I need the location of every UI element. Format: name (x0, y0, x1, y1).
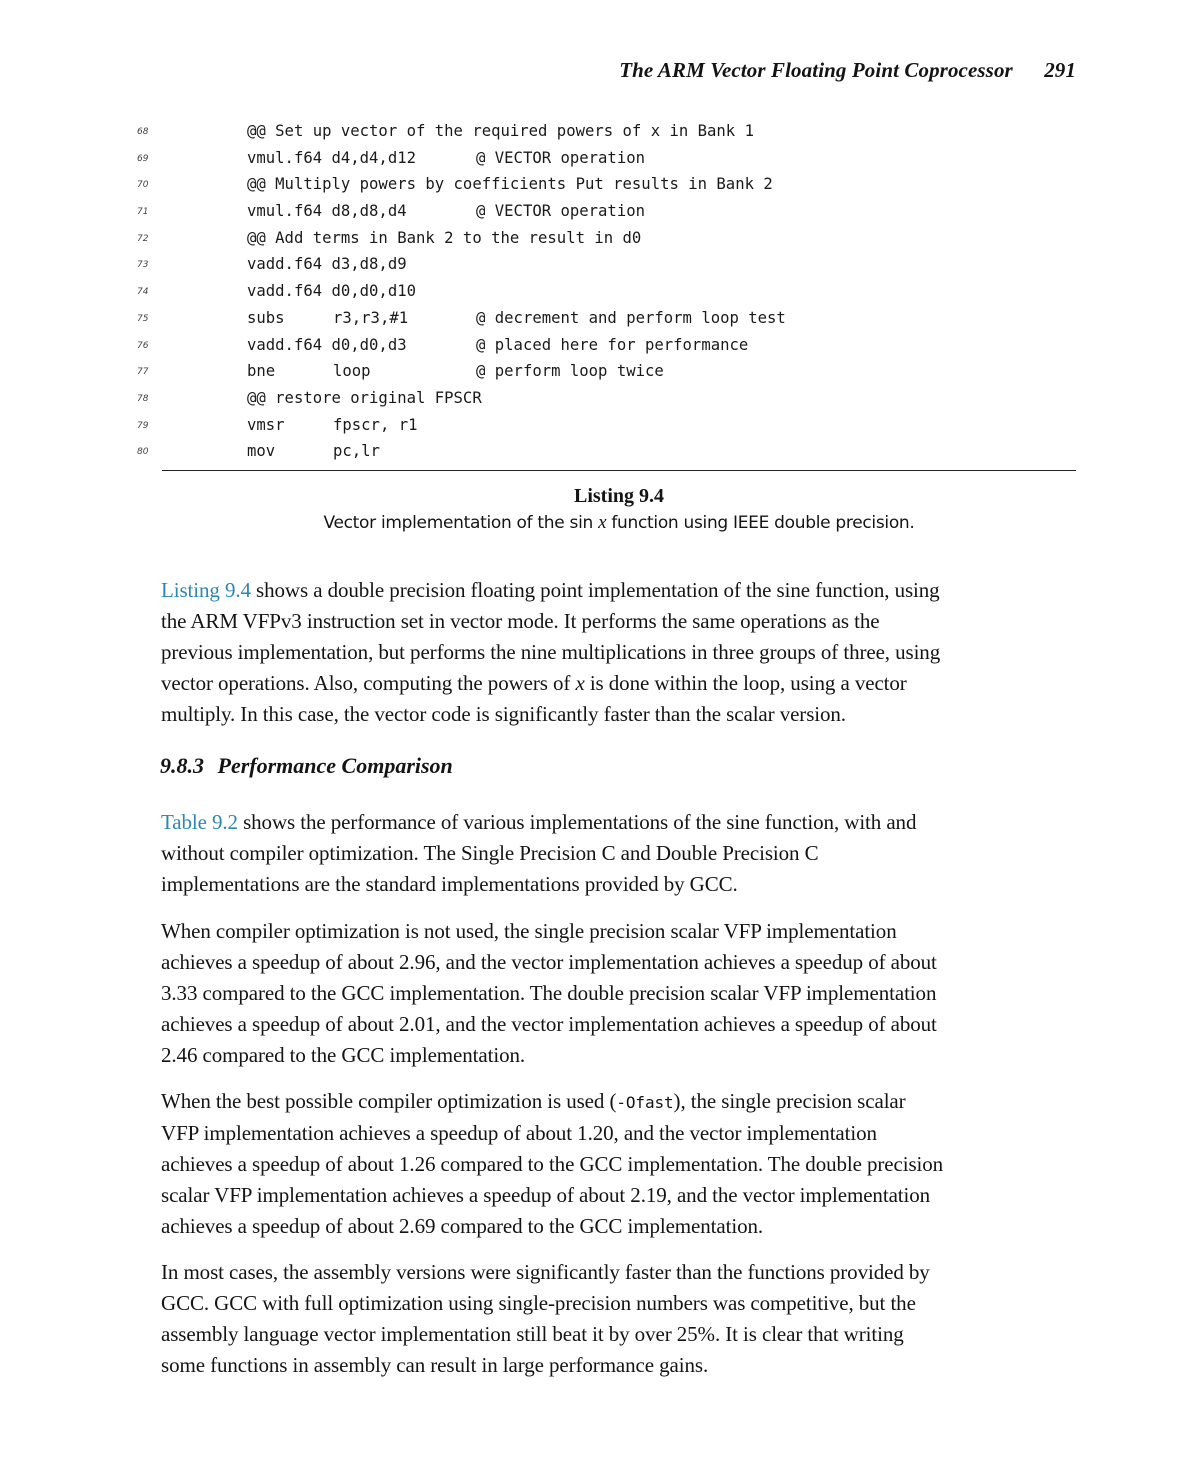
code-comment: @ placed here for performance (476, 335, 749, 354)
line-number: 70 (137, 180, 149, 191)
code-text: vmul.f64 d4,d4,d12 (247, 148, 416, 167)
line-number: 80 (137, 447, 149, 458)
code-line (0, 225, 1200, 252)
running-head (619, 58, 1076, 83)
paragraph-no-optimization: When compiler optimization is not used, the single precision scalar VFP implementation achieves a speedup of about 2.96, and the vector implementation achieves a speedup of about 3.33 compared to the GCC implementation. The double precision scalar VFP implementation achieves a speedup of about 2.01, and the vector implementation achieves a speedup of about 2.46 compared to the GCC implementation. (161, 919, 937, 1067)
section-number: 9.8.3 (160, 753, 204, 778)
inline-variable: x (575, 671, 585, 695)
code-line (0, 251, 1200, 278)
code-line (0, 412, 1200, 439)
code-line (0, 118, 1200, 145)
code-operands: pc,lr (333, 442, 380, 461)
paragraph-listing-description: Listing 9.4 shows a double precision floating point implementation of the sine function, using the ARM VFPv3 instruction set in vector mode. It performs the same operations as the previous implementation, but performs the nine multiplications in three groups of three, using vector operations. Also, computing the powers of x is done within the loop, using a vector multiply. In this case, the vector code is significantly faster than the scalar version. (161, 578, 941, 726)
code-comment: @ decrement and perform loop test (476, 308, 786, 327)
code-comment: @ VECTOR operation (476, 202, 645, 221)
line-number: 71 (137, 207, 149, 218)
code-text: vadd.f64 d3,d8,d9 (247, 255, 407, 274)
code-text: mov (247, 442, 276, 461)
line-number: 78 (137, 393, 149, 404)
code-line (0, 145, 1200, 172)
listing-link[interactable]: Listing 9.4 (161, 578, 251, 602)
code-operands: loop (333, 362, 371, 381)
paragraph-table-intro: Table 9.2 shows the performance of various implementations of the sine function, with and without compiler optimization. The Single Precision C and Double Precision C implementations are the standard implementations provided by GCC. (161, 810, 917, 896)
line-number: 68 (137, 127, 149, 137)
code-operands: fpscr, r1 (333, 415, 418, 434)
code-text: vadd.f64 d0,d0,d3 (247, 335, 407, 354)
listing-caption: Vector implementation of the sin x function using IEEE double precision. (323, 512, 915, 533)
code-text: vmul.f64 d8,d8,d4 (247, 202, 407, 221)
code-operands: r3,r3,#1 (333, 308, 409, 327)
code-line (0, 358, 1200, 385)
listing-caption-label: Listing 9.4 (573, 485, 665, 507)
line-number: 74 (137, 287, 149, 298)
code-text: vmsr (247, 415, 285, 434)
code-text: @@ Add terms in Bank 2 to the result in d0 (247, 228, 642, 247)
section-heading (160, 753, 453, 779)
inline-code: -Ofast (616, 1093, 674, 1112)
listing-rule (162, 470, 1076, 471)
code-comment: @ VECTOR operation (476, 148, 645, 167)
code-line (0, 305, 1200, 332)
line-number: 76 (137, 340, 149, 351)
page-number: 291 (1044, 58, 1076, 82)
code-line (0, 198, 1200, 225)
code-text: subs (247, 308, 285, 327)
code-line (0, 278, 1200, 305)
line-number: 77 (137, 367, 149, 378)
line-number: 69 (137, 153, 149, 164)
code-text: @@ Multiply powers by coefficients Put results in Bank 2 (247, 175, 773, 194)
section-title: Performance Comparison (217, 753, 453, 778)
code-line (0, 332, 1200, 359)
running-head-title: The ARM Vector Floating Point Coprocessor (619, 58, 1013, 82)
code-line (0, 171, 1200, 198)
code-comment: @ perform loop twice (476, 362, 664, 381)
line-number: 79 (137, 420, 149, 431)
code-text: @@ Set up vector of the required powers of x in Bank 1 (247, 122, 754, 140)
code-text: bne (247, 362, 276, 381)
line-number: 75 (137, 313, 149, 324)
line-number: 73 (137, 260, 149, 271)
code-listing (0, 118, 1200, 465)
caption-variable: x (598, 512, 607, 533)
code-line (0, 438, 1200, 465)
code-text: vadd.f64 d0,d0,d10 (247, 282, 416, 301)
paragraph-conclusion: In most cases, the assembly versions were significantly faster than the functions provided by GCC. GCC with full optimization using single-precision numbers was competitive, but the assembly language vector implementation still beat it by over 25%. It is clear that writing some functions in assembly can result in large performance gains. (161, 1260, 930, 1377)
paragraph-best-optimization: When the best possible compiler optimization is used (-Ofast), the single precision scalar VFP implementation achieves a speedup of about 1.20, and the vector implementation achieves a speedup of about 1.26 compared to the GCC implementation. The double precision scalar VFP implementation achieves a speedup of about 2.19, and the vector implementation achieves a speedup of about 2.69 compared to the GCC implementation. (161, 1089, 944, 1238)
table-link[interactable]: Table 9.2 (161, 810, 238, 834)
line-number: 72 (137, 233, 149, 244)
code-text: @@ restore original FPSCR (247, 388, 482, 407)
code-line (0, 385, 1200, 412)
